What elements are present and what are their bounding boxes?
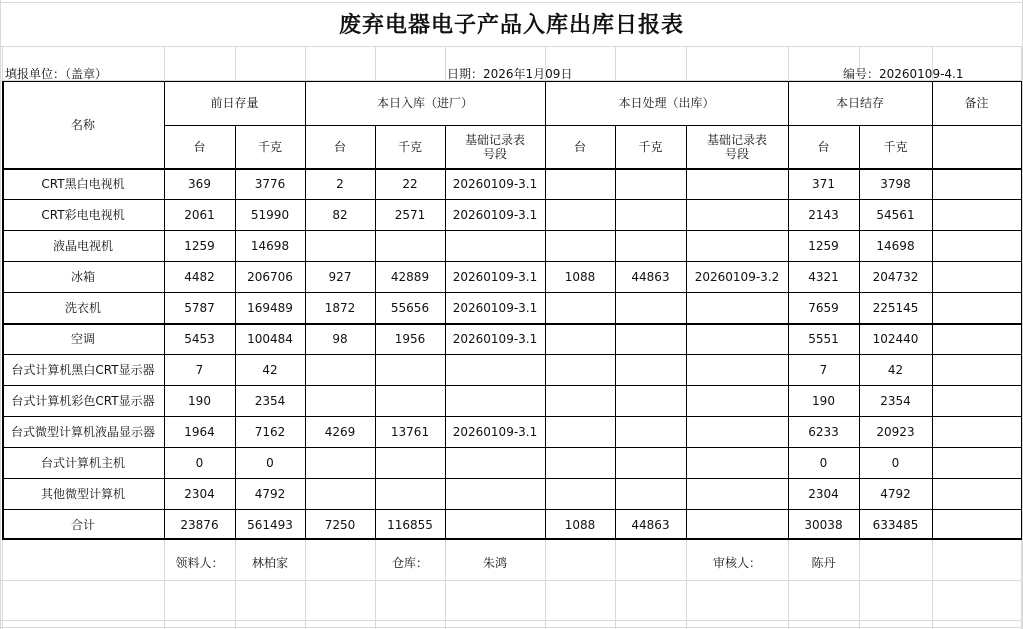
table-cell[interactable]: 204732: [872, 269, 919, 284]
grid-line: [0, 46, 1023, 47]
table-cell[interactable]: 190: [188, 393, 211, 408]
table-cell[interactable]: [932, 199, 1021, 230]
header-prev-kg: 千克: [257, 139, 282, 154]
table-cell[interactable]: 20260109-3.1: [452, 300, 538, 315]
warehouse-name: 朱鸿: [482, 556, 507, 570]
row-name-cell[interactable]: CRT黑白电视机: [41, 176, 125, 191]
grid-line: [0, 580, 1023, 581]
table-cell[interactable]: 0: [195, 455, 204, 470]
grid-line: [788, 46, 789, 80]
table-cell[interactable]: 7: [819, 362, 828, 377]
table-cell[interactable]: 2304: [808, 486, 839, 501]
table-cell[interactable]: 2061: [184, 207, 215, 222]
table-cell[interactable]: [932, 509, 1021, 540]
header-stock-count: 台: [817, 139, 830, 154]
table-cell[interactable]: [305, 478, 375, 509]
table-cell[interactable]: [932, 323, 1021, 354]
header-remark: 备注: [964, 96, 989, 110]
table-cell[interactable]: 0: [819, 455, 828, 470]
table-cell[interactable]: [932, 478, 1021, 509]
table-cell[interactable]: 55656: [390, 300, 430, 315]
table-cell[interactable]: 1259: [808, 238, 839, 253]
table-cell[interactable]: [932, 447, 1021, 478]
table-cell[interactable]: 5551: [808, 331, 839, 346]
table-cell[interactable]: [375, 354, 445, 385]
table-cell[interactable]: [615, 168, 686, 199]
grid-line: [164, 46, 165, 80]
grid-line: [305, 46, 306, 80]
table-cell[interactable]: 22: [402, 176, 418, 191]
date-label: 日期：2026年1月09日: [447, 67, 573, 81]
header-in-kg: 千克: [397, 139, 422, 154]
table-cell[interactable]: [545, 323, 615, 354]
table-cell[interactable]: [545, 416, 615, 447]
table-cell[interactable]: 51990: [250, 207, 290, 222]
table-cell[interactable]: [686, 354, 788, 385]
table-cell[interactable]: 190: [812, 393, 835, 408]
table-cell[interactable]: [305, 354, 375, 385]
table-cell[interactable]: 3798: [880, 176, 911, 191]
grid-line: [0, 620, 1023, 621]
table-cell[interactable]: 5787: [184, 300, 215, 315]
table-cell[interactable]: 13761: [390, 424, 430, 439]
table-cell[interactable]: 1872: [324, 300, 356, 315]
table-cell[interactable]: 42: [262, 362, 278, 377]
table-cell[interactable]: [615, 292, 686, 323]
table-cell[interactable]: [375, 447, 445, 478]
table-cell[interactable]: [686, 447, 788, 478]
table-cell[interactable]: [545, 230, 615, 261]
table-cell[interactable]: [932, 230, 1021, 261]
grid-line: [2, 540, 3, 629]
table-cell[interactable]: 98: [332, 331, 348, 346]
table-cell[interactable]: 1088: [564, 517, 596, 532]
header-in-record: 基础记录表 号段: [464, 132, 525, 161]
table-cell[interactable]: 1956: [394, 331, 426, 346]
table-cell[interactable]: [445, 230, 545, 261]
table-cell[interactable]: 20260109-3.1: [452, 207, 538, 222]
table-cell[interactable]: 371: [812, 176, 835, 191]
code-label: 编号：20260109-4.1: [843, 67, 964, 81]
table-cell[interactable]: 7659: [808, 300, 839, 315]
header-stock-kg: 千克: [883, 139, 908, 154]
table-cell[interactable]: 2143: [808, 207, 839, 222]
grid-line: [375, 46, 376, 80]
header-prev-stock: 前日存量: [210, 96, 259, 110]
table-cell[interactable]: 1259: [184, 238, 215, 253]
table-cell[interactable]: 44863: [631, 269, 670, 284]
grid-line: [2, 46, 3, 80]
table-cell[interactable]: 2354: [880, 393, 911, 408]
row-name-cell[interactable]: 台式计算机彩色CRT显示器: [11, 393, 155, 408]
grid-line: [1021, 46, 1022, 80]
header-name: 名称: [70, 117, 95, 132]
table-cell[interactable]: 7: [195, 362, 204, 377]
table-cell[interactable]: [686, 478, 788, 509]
table-cell[interactable]: [615, 447, 686, 478]
table-cell[interactable]: [932, 416, 1021, 447]
grid-line: [445, 46, 446, 80]
table-cell[interactable]: 116855: [387, 517, 433, 532]
table-cell[interactable]: [932, 292, 1021, 323]
table-cell[interactable]: 30038: [804, 517, 843, 532]
table-cell[interactable]: [615, 416, 686, 447]
table-cell[interactable]: 4269: [324, 424, 356, 439]
table-cell[interactable]: 4482: [184, 269, 215, 284]
table-cell[interactable]: [686, 416, 788, 447]
table-cell[interactable]: [445, 447, 545, 478]
table-cell[interactable]: [545, 354, 615, 385]
table-cell[interactable]: [686, 168, 788, 199]
grid-line: [615, 540, 616, 629]
grid-line: [0, 0, 1, 629]
grid-line: [545, 540, 546, 629]
table-cell[interactable]: 6233: [808, 424, 839, 439]
table-cell[interactable]: 44863: [631, 517, 670, 532]
table-cell[interactable]: 633485: [872, 517, 919, 532]
table-cell[interactable]: [686, 385, 788, 416]
row-name-cell[interactable]: 洗衣机: [64, 300, 101, 315]
table-cell[interactable]: 2354: [254, 393, 286, 408]
header-out-today: 本日处理（出库）: [618, 96, 715, 110]
table-cell[interactable]: 4792: [254, 486, 286, 501]
table-cell[interactable]: 82: [332, 207, 348, 222]
grid-line: [1021, 540, 1022, 629]
header-in-today: 本日入库（进厂）: [376, 96, 473, 110]
grid-line: [305, 540, 306, 629]
row-name-cell[interactable]: 液晶电视机: [52, 238, 113, 253]
receiver-label: 领料人：: [175, 556, 224, 570]
unit-label: 填报单位：（盖章）: [5, 67, 108, 81]
table-cell[interactable]: 20260109-3.1: [452, 176, 538, 191]
table-cell[interactable]: 2: [336, 176, 344, 191]
table-cell[interactable]: [445, 509, 545, 540]
table-cell[interactable]: [686, 292, 788, 323]
table-cell[interactable]: 1088: [564, 269, 596, 284]
table-cell[interactable]: 20260109-3.1: [452, 269, 538, 284]
row-name-cell[interactable]: 台式计算机黑白CRT显示器: [11, 362, 155, 377]
header-out-record: 基础记录表 号段: [706, 132, 767, 161]
table-cell[interactable]: 4792: [880, 486, 911, 501]
table-cell[interactable]: [686, 323, 788, 354]
header-out-kg: 千克: [638, 139, 663, 154]
table-cell[interactable]: [615, 354, 686, 385]
table-cell[interactable]: 206706: [247, 269, 293, 284]
grid-line: [686, 46, 687, 80]
header-out-count: 台: [573, 139, 586, 154]
table-cell[interactable]: 54561: [876, 207, 915, 222]
table-cell[interactable]: 4321: [808, 269, 839, 284]
table-cell[interactable]: 3776: [254, 176, 286, 191]
grid-line: [859, 540, 860, 629]
table-cell[interactable]: 20923: [876, 424, 915, 439]
table-cell[interactable]: [305, 447, 375, 478]
table-cell[interactable]: [686, 230, 788, 261]
grid-line: [615, 46, 616, 80]
table-cell[interactable]: [545, 385, 615, 416]
table-cell[interactable]: [686, 199, 788, 230]
table-cell[interactable]: 1964: [184, 424, 215, 439]
table-cell[interactable]: 20260109-3.1: [452, 424, 538, 439]
table-cell[interactable]: 225145: [872, 300, 919, 315]
table-cell[interactable]: 20260109-3.1: [452, 331, 538, 346]
table-cell[interactable]: [445, 354, 545, 385]
grid-line: [235, 46, 236, 80]
table-cell[interactable]: [686, 509, 788, 540]
table-cell[interactable]: 14698: [250, 238, 290, 253]
row-name-cell[interactable]: 台式微型计算机液晶显示器: [10, 424, 155, 439]
table-cell[interactable]: 7162: [254, 424, 286, 439]
table-cell[interactable]: 7250: [324, 517, 356, 532]
table-cell[interactable]: 0: [891, 455, 900, 470]
table-cell[interactable]: 102440: [872, 331, 919, 346]
warehouse-label: 仓库：: [391, 556, 428, 570]
table-cell[interactable]: 20260109-3.2: [694, 269, 780, 284]
report-title: 废弃电器电子产品入库出库日报表: [338, 12, 684, 38]
table-cell[interactable]: 100484: [247, 331, 293, 346]
header-stock-today: 本日结存: [835, 96, 884, 110]
row-name-cell[interactable]: 冰箱: [70, 269, 95, 284]
row-name-cell[interactable]: CRT彩电电视机: [41, 207, 125, 222]
grid-line: [932, 540, 933, 629]
grid-line: [0, 2, 1023, 3]
table-cell[interactable]: 561493: [247, 517, 293, 532]
table-cell[interactable]: [932, 354, 1021, 385]
table-cell[interactable]: [932, 168, 1021, 199]
table-cell[interactable]: 369: [188, 176, 211, 191]
receiver-name: 林柏家: [251, 556, 288, 570]
table-cell[interactable]: [375, 230, 445, 261]
table-cell[interactable]: 2304: [184, 486, 215, 501]
table-cell[interactable]: 42889: [390, 269, 430, 284]
row-name-cell[interactable]: 空调: [70, 331, 95, 346]
table-cell[interactable]: 2571: [394, 207, 426, 222]
table-cell[interactable]: 14698: [876, 238, 915, 253]
table-cell[interactable]: 927: [328, 269, 352, 284]
table-cell[interactable]: [305, 385, 375, 416]
table-cell[interactable]: 42: [887, 362, 904, 377]
table-cell[interactable]: [615, 230, 686, 261]
header-in-count: 台: [333, 139, 346, 154]
table-cell[interactable]: [305, 230, 375, 261]
table-cell[interactable]: [375, 478, 445, 509]
table-cell[interactable]: [545, 168, 615, 199]
row-name-cell[interactable]: 合计: [70, 517, 95, 532]
table-cell[interactable]: 0: [266, 455, 274, 470]
table-cell[interactable]: 169489: [247, 300, 293, 315]
reviewer-name: 陈丹: [811, 556, 836, 570]
row-name-cell[interactable]: 台式计算机主机: [40, 455, 125, 470]
reviewer-label: 审核人：: [712, 556, 761, 570]
table-cell[interactable]: 23876: [180, 517, 219, 532]
grid-line: [0, 627, 1023, 628]
table-cell[interactable]: [932, 385, 1021, 416]
table-cell[interactable]: [615, 478, 686, 509]
table-cell[interactable]: [545, 199, 615, 230]
table-cell[interactable]: [445, 478, 545, 509]
table-cell[interactable]: [615, 385, 686, 416]
table-cell[interactable]: [932, 261, 1021, 292]
header-prev-count: 台: [193, 139, 206, 154]
row-name-cell[interactable]: 其他微型计算机: [40, 486, 125, 501]
table-cell[interactable]: [545, 478, 615, 509]
table-cell[interactable]: [545, 292, 615, 323]
table-cell[interactable]: [615, 199, 686, 230]
table-cell[interactable]: [445, 385, 545, 416]
table-cell[interactable]: 5453: [184, 331, 215, 346]
table-cell[interactable]: [375, 385, 445, 416]
table-cell[interactable]: [615, 323, 686, 354]
table-cell[interactable]: [545, 447, 615, 478]
